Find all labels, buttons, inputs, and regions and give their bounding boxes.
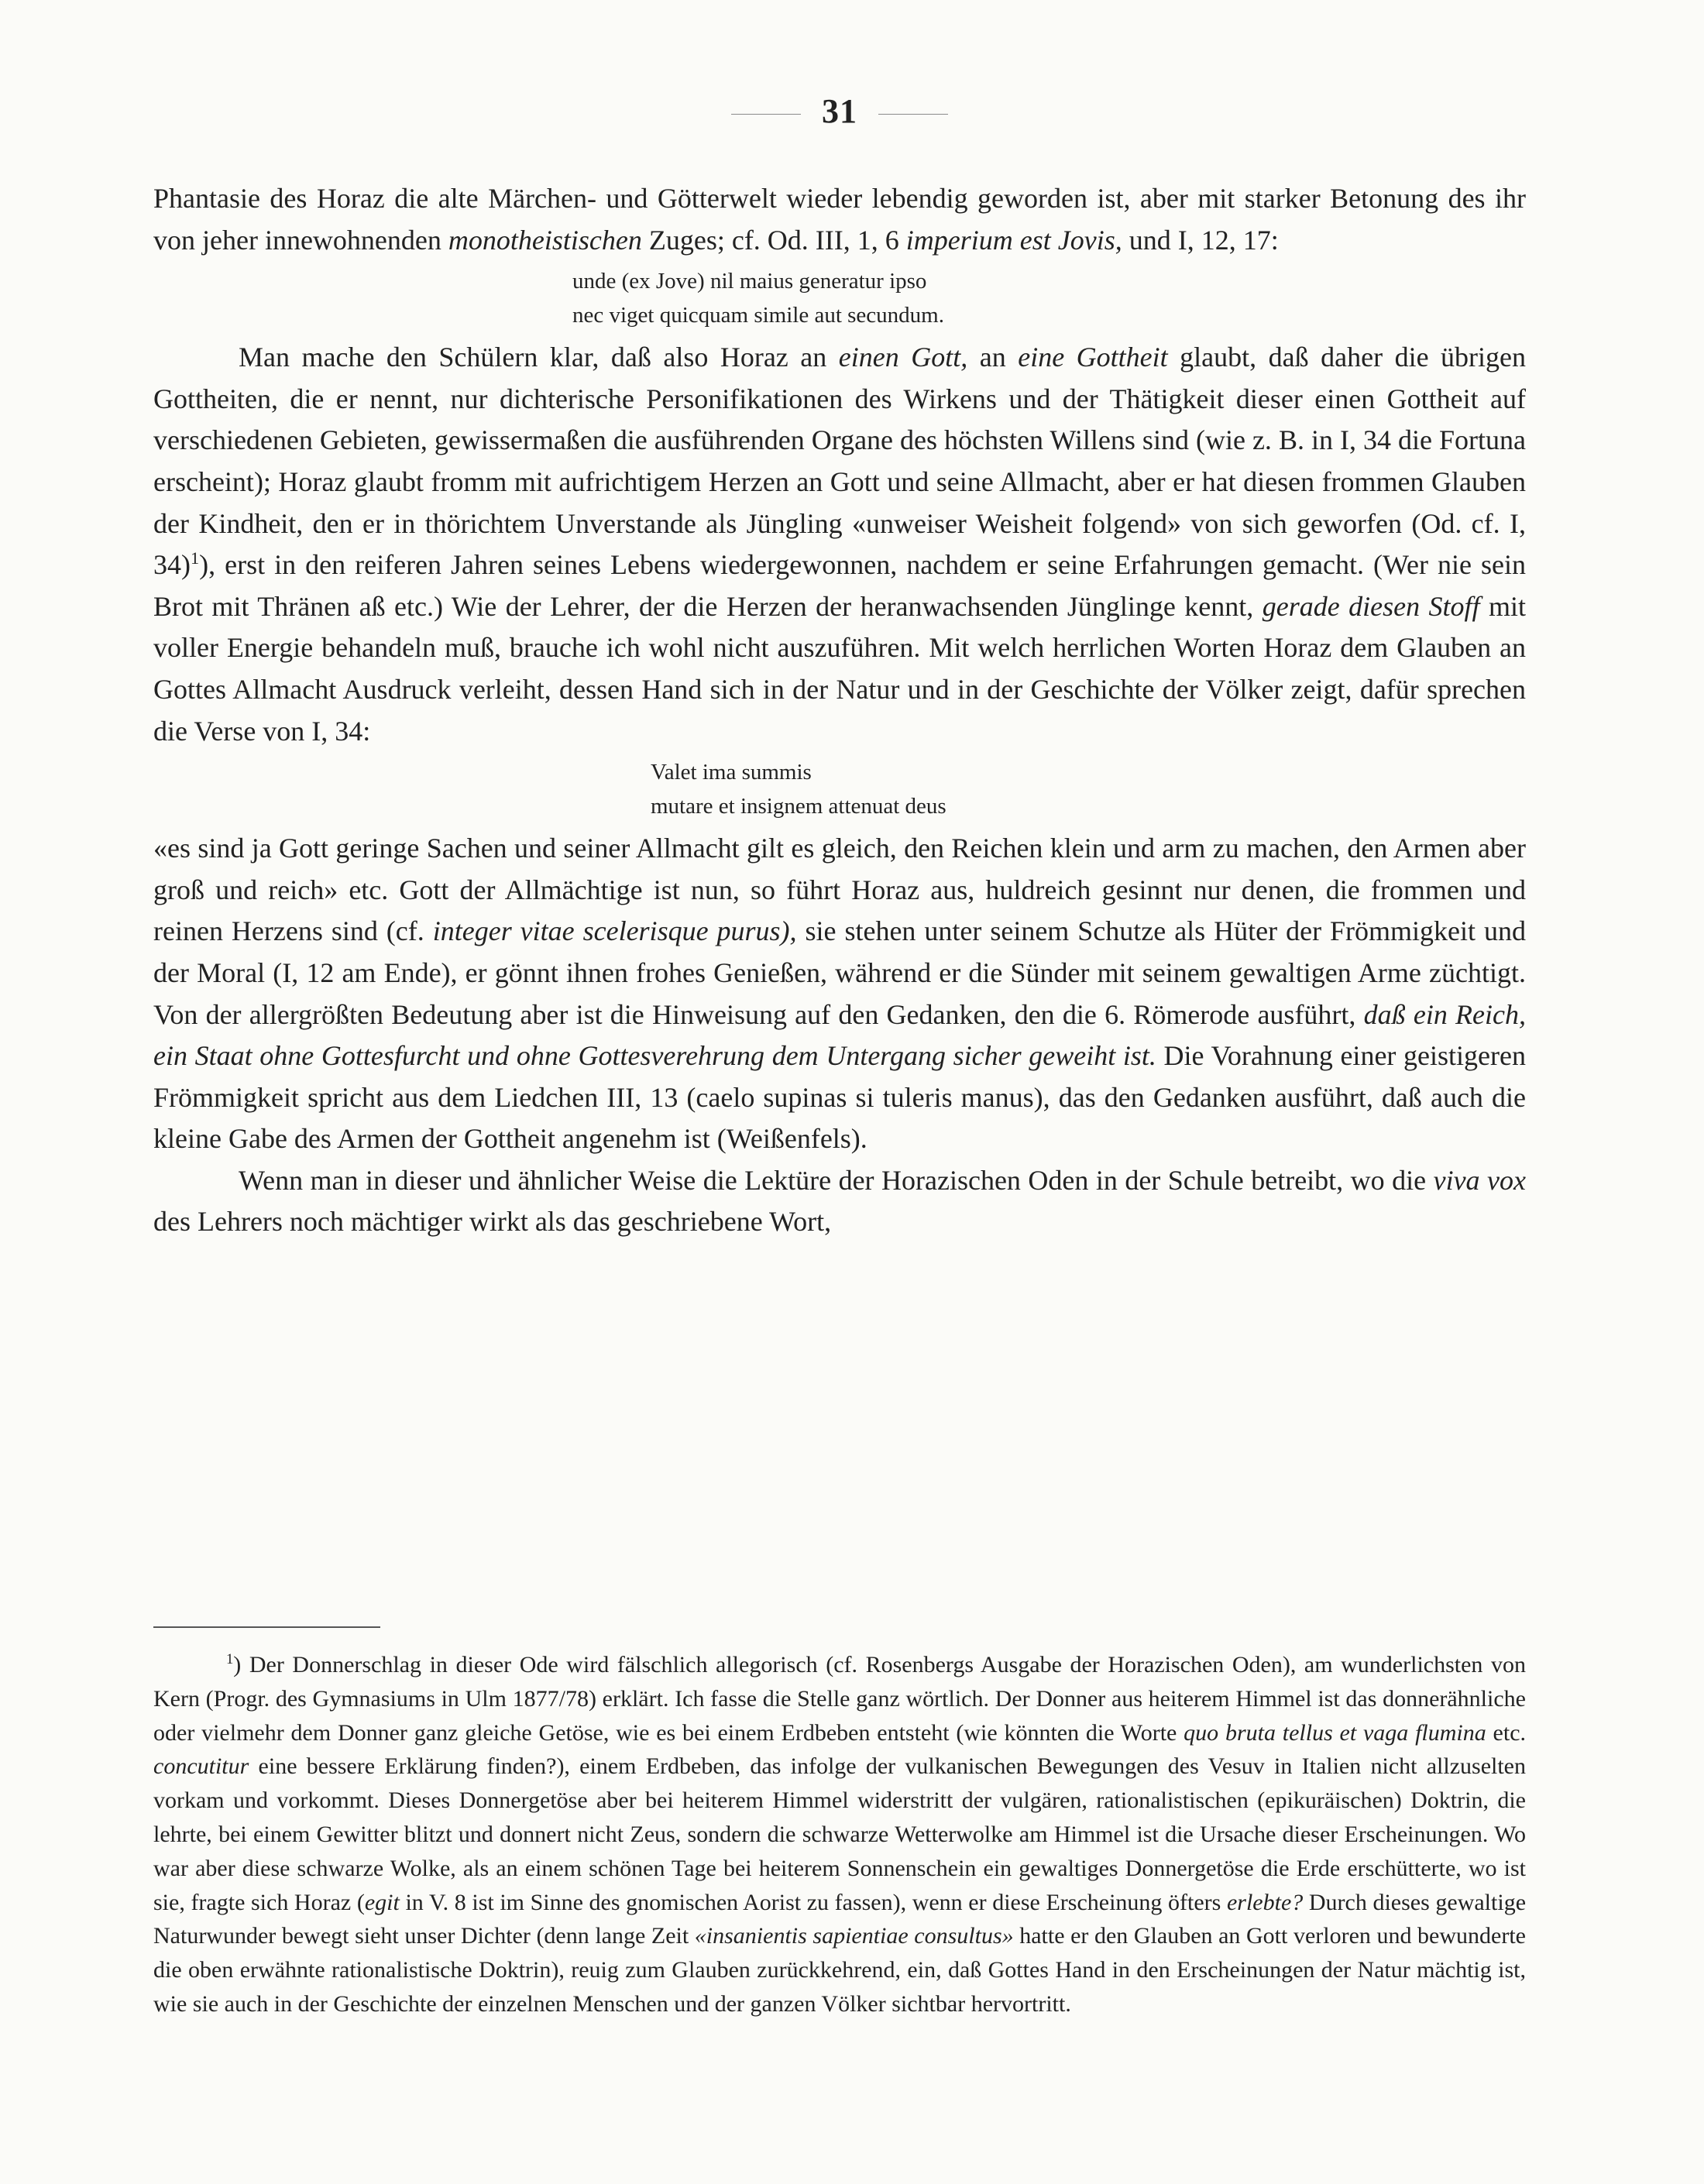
paragraph-4: Wenn man in dieser und ähnlicher Weise die Lektüre der Horazischen Oden in der Schule betreibt, wo die viva vox des Lehrers noch mächtiger wirkt als das geschriebene Wort,: [153, 1164, 1526, 1238]
footnote-divider: [153, 1626, 380, 1628]
footnote-section: [153, 1648, 1526, 2021]
main-text: [153, 178, 1526, 1243]
page-header: [153, 91, 1526, 146]
page-number: 31: [822, 92, 857, 130]
header-rule-right: [878, 114, 948, 115]
latin-quote-2: Valet ima summis mutare et insignem attenuat deus: [651, 760, 946, 819]
footnote-1: $^1$) Der Donnerschlag in dieser Ode wird fälschlich allegorisch (cf. Rosenbergs Ausgabe der Horazischen Oden), am wunderlichsten von Kern (Progr. des Gymnasiums in Ulm 1877/78) erklärt. Ich fasse die Stelle ganz wörtlich. Der Donner aus heiterem Himmel ist das donnerähnliche oder vielmehr dem Donner ganz gleiche Getöse, wie es bei einem Erdbeben entsteht (wie könnten die Worte quo bruta tellus et vaga flumina etc. concutitur eine bessere Erklärung finden?), einem Erdbeben, das infolge der vulkanischen Bewegungen des Vesuv in Italien nicht allzuselten vorkam und vorkommt. Dieses Donnergetöse aber bei heiterem Himmel widerstritt der vulgären, rationalistischen (epikuräischen) Doktrin, die lehrte, bei einem Gewitter blitzt und donnert nicht Zeus, sondern die schwarze Wetterwolke am Himmel ist die Ursache dieser Erscheinungen. Wo war aber diese schwarze Wolke, als an einem schönen Tage bei heiterem Sonnenschein ein gewaltiges Donnergetöse die Erde erschütterte, wo ist sie, fragte sich Horaz (egit in V. 8 ist im Sinne des gnomischen Aorist zu fassen), wenn er diese Erscheinung öfters erlebte? Durch dieses gewaltige Naturwunder bewegt sieht unser Dichter (denn lange Zeit «insanientis sapientiae consultus» hatte er den Glauben an Gott verloren und bewunderte die oben erwähnte rationalistische Doktrin), reuig zum Glauben zurückkehrend, ein, daß Gottes Hand in den Erscheinungen der Natur mächtig ist, wie sie auch in der Geschichte der einzelnen Menschen und der ganzen Völker sichtbar hervortritt.: [153, 1651, 1527, 2017]
latin-quote-1: unde (ex Jove) nil maius generatur ipso nec viget quicquam simile aut secundum.: [572, 269, 944, 328]
footnote-marker: 1: [226, 1651, 234, 1667]
paragraph-1: Phantasie des Horaz die alte Märchen- und Götterwelt wieder lebendig geworden ist, aber mit starker Betonung des ihr von jeher innewohnenden monotheistischen Zuges; cf. Od. III, 1, 6 imperium est Jovis, und I, 12, 17:: [153, 183, 1526, 256]
paragraph-3: «es sind ja Gott geringe Sachen und seiner Allmacht gilt es gleich, den Reichen klein und arm zu machen, den Armen aber groß und reich» etc. Gott der Allmächtige ist nun, so führt Horaz aus, huldreich gesinnt nur denen, die frommen und reinen Herzens sind (cf. integer vitae scelerisque purus), sie stehen unter seinem Schutze als Hüter der Frömmigkeit und der Moral (I, 12 am Ende), er gönnt ihnen frohes Genießen, während er die Sünder mit seinem gewaltigen Arme züchtigt. Von der allergrößten Bedeutung aber ist die Hinweisung auf den Gedanken, den die 6. Römerode ausführt, daß ein Reich, ein Staat ohne Gottesfurcht und ohne Gottesverehrung dem Untergang sicher geweiht ist. Die Vorahnung einer geistigeren Frömmigkeit spricht aus dem Liedchen III, 13 (caelo supinas si tuleris manus), das den Gedanken ausführt, daß auch die kleine Gabe des Armen der Gottheit angenehm ist (Weißenfels).: [153, 833, 1526, 1155]
paragraph-2: Man mache den Schülern klar, daß also Horaz an einen Gott, an eine Gottheit glaubt, daß daher die übrigen Gottheiten, die er nennt, nur dichterische Personifikationen des Wirkens und der Thätigkeit dieser einen Gottheit auf verschiedenen Gebieten, gewissermaßen die ausführenden Organe des höchsten Willens sind (wie z. B. in I, 34 die Fortuna erscheint); Horaz glaubt fromm mit aufrichtigem Herzen an Gott und seine Allmacht, aber er hat diesen frommen Glauben der Kindheit, den er in thörichtem Unverstande als Jüngling «unweiser Weisheit folgend» von sich geworfen (Od. cf. I, 34)$^1$), erst in den reiferen Jahren seines Lebens wiedergewonnen, nachdem er seine Erfahrungen gemacht. (Wer nie sein Brot mit Thränen aß etc.) Wie der Lehrer, der die Herzen der heranwachsenden Jünglinge kennt, gerade diesen Stoff mit voller Energie behandeln muß, brauche ich wohl nicht auszuführen. Mit welch herrlichen Worten Horaz dem Glauben an Gottes Allmacht Ausdruck verleiht, dessen Hand sich in der Natur und in der Geschichte der Völker zeigt, dafür sprechen die Verse von I, 34:: [153, 342, 1527, 747]
header-rule-left: [731, 114, 801, 115]
footnote-reference[interactable]: 1: [191, 548, 200, 568]
